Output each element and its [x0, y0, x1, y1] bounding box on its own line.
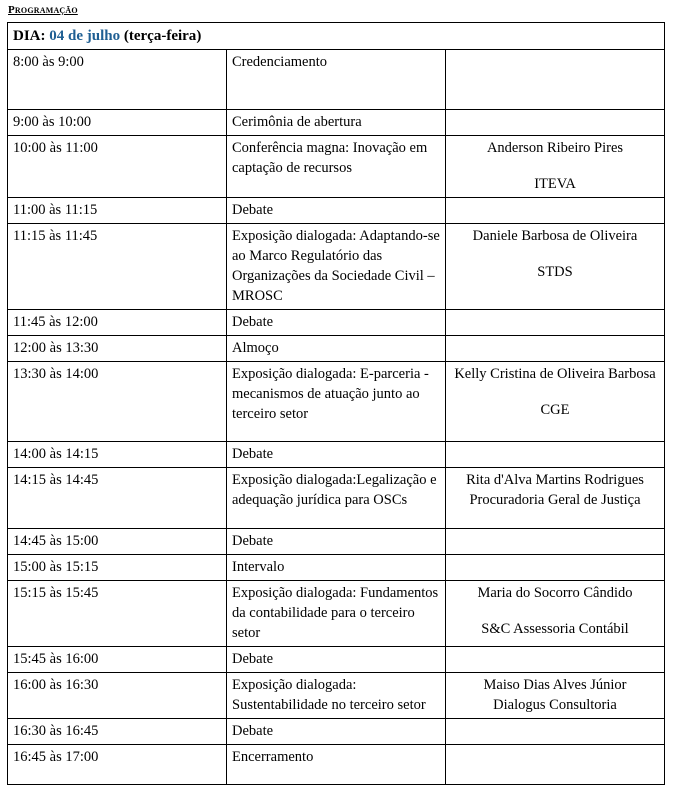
time-cell: 16:45 às 17:00 — [8, 745, 227, 785]
time-cell: 8:00 às 9:00 — [8, 50, 227, 110]
day-header-cell — [8, 23, 665, 50]
speaker-name: Maiso Dias Alves Júnior — [483, 677, 627, 693]
day-weekday-open: ( — [123, 28, 129, 44]
speaker-cell — [446, 442, 665, 468]
speaker-cell — [446, 136, 665, 198]
activity-cell: Exposição dialogada: Fundamentos da contabilidade para o terceiro setor — [227, 581, 446, 647]
speaker-name: Daniele Barbosa de Oliveira — [472, 228, 638, 244]
time-cell: 10:00 às 11:00 — [8, 136, 227, 198]
time-cell: 15:15 às 15:45 — [8, 581, 227, 647]
time-cell: 13:30 às 14:00 — [8, 362, 227, 442]
day-date: 04 de julho — [49, 28, 121, 44]
speaker-organization: Procuradoria Geral de Justiça — [469, 492, 641, 508]
time-cell: 9:00 às 10:00 — [8, 110, 227, 136]
speaker-cell — [446, 647, 665, 673]
speaker-organization: ITEVA — [534, 176, 576, 192]
speaker-cell — [446, 581, 665, 647]
speaker-cell — [446, 336, 665, 362]
speaker-organization: Dialogus Consultoria — [493, 697, 617, 713]
time-cell: 16:00 às 16:30 — [8, 673, 227, 719]
time-cell: 14:15 às 14:45 — [8, 468, 227, 529]
table-row — [8, 198, 665, 224]
activity-cell: Debate — [227, 647, 446, 673]
time-cell: 16:30 às 16:45 — [8, 719, 227, 745]
speaker-cell — [446, 310, 665, 336]
activity-cell: Debate — [227, 719, 446, 745]
speaker-organization: CGE — [540, 402, 570, 418]
table-row — [8, 719, 665, 745]
speaker-cell — [446, 224, 665, 310]
activity-cell: Exposição dialogada:Legalização e adequação jurídica para OSCs — [227, 468, 446, 529]
table-row — [8, 336, 665, 362]
speaker-name: Rita d'Alva Martins Rodrigues — [466, 472, 644, 488]
activity-cell: Debate — [227, 198, 446, 224]
table-row — [8, 529, 665, 555]
speaker-cell — [446, 110, 665, 136]
speaker-cell — [446, 555, 665, 581]
activity-cell: Exposição dialogada: Adaptando-se ao Marco Regulatório das Organizações da Sociedade Civil – MROSC — [227, 224, 446, 310]
activity-cell: Conferência magna: Inovação em captação de recursos — [227, 136, 446, 198]
table-row — [8, 673, 665, 719]
table-row — [8, 468, 665, 529]
day-weekday: terça-feira — [128, 28, 197, 44]
speaker-cell — [446, 50, 665, 110]
activity-cell: Intervalo — [227, 555, 446, 581]
activity-cell: Debate — [227, 442, 446, 468]
day-weekday-close: ) — [196, 28, 202, 44]
time-cell: 14:45 às 15:00 — [8, 529, 227, 555]
table-row — [8, 647, 665, 673]
activity-cell: Almoço — [227, 336, 446, 362]
time-cell: 11:45 às 12:00 — [8, 310, 227, 336]
activity-cell: Debate — [227, 529, 446, 555]
activity-cell: Debate — [227, 310, 446, 336]
activity-cell: Encerramento — [227, 745, 446, 785]
table-row — [8, 50, 665, 110]
time-cell: 15:45 às 16:00 — [8, 647, 227, 673]
activity-cell: Cerimônia de abertura — [227, 110, 446, 136]
speaker-cell — [446, 362, 665, 442]
day-label: DIA: — [13, 28, 46, 44]
speaker-cell — [446, 673, 665, 719]
activity-cell: Exposição dialogada: E-parceria - mecanismos de atuação junto ao terceiro setor — [227, 362, 446, 442]
table-row — [8, 136, 665, 198]
speaker-name: Maria do Socorro Cândido — [477, 585, 633, 601]
table-row — [8, 555, 665, 581]
day-header-row — [8, 23, 665, 50]
table-row — [8, 745, 665, 785]
table-row — [8, 224, 665, 310]
speaker-cell — [446, 468, 665, 529]
speaker-cell — [446, 719, 665, 745]
speaker-name: Kelly Cristina de Oliveira Barbosa — [454, 366, 656, 382]
time-cell: 11:15 às 11:45 — [8, 224, 227, 310]
section-heading: Programação — [8, 4, 78, 16]
table-row — [8, 310, 665, 336]
time-cell: 14:00 às 14:15 — [8, 442, 227, 468]
schedule-table — [7, 22, 665, 785]
speaker-organization: STDS — [537, 264, 573, 280]
time-cell: 11:00 às 11:15 — [8, 198, 227, 224]
speaker-cell — [446, 745, 665, 785]
table-row — [8, 581, 665, 647]
time-cell: 12:00 às 13:30 — [8, 336, 227, 362]
time-cell: 15:00 às 15:15 — [8, 555, 227, 581]
table-row — [8, 442, 665, 468]
speaker-organization: S&C Assessoria Contábil — [481, 621, 629, 637]
speaker-cell — [446, 529, 665, 555]
activity-cell: Credenciamento — [227, 50, 446, 110]
table-row — [8, 362, 665, 442]
activity-cell: Exposição dialogada: Sustentabilidade no terceiro setor — [227, 673, 446, 719]
speaker-name: Anderson Ribeiro Pires — [486, 140, 624, 156]
table-row — [8, 110, 665, 136]
speaker-cell — [446, 198, 665, 224]
